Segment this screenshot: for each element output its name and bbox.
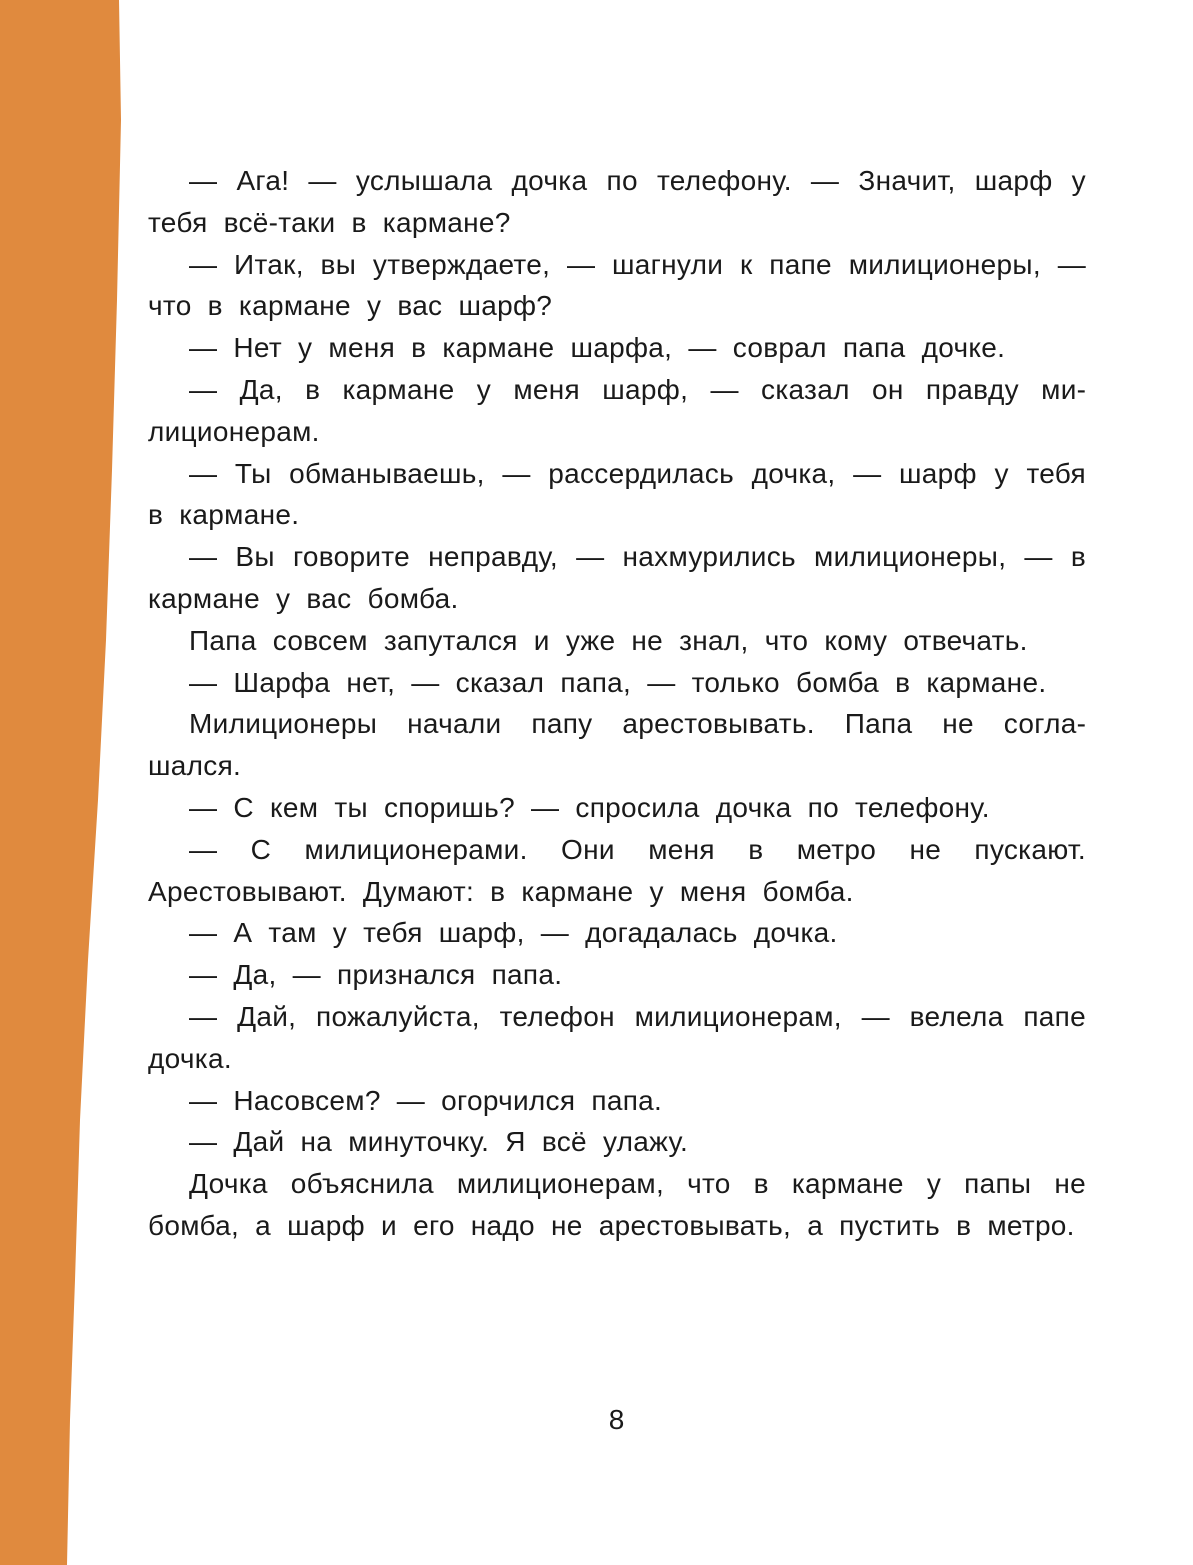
paragraph: — Дай, пожалуйста, телефон милиционерам, — велела папе дочка. [148, 1000, 1086, 1074]
paragraph: — Дай на минуточку. Я всё улажу. [189, 1126, 689, 1158]
paragraph: — Да, — признался папа. [189, 959, 563, 991]
page-number: 8 [608, 1404, 625, 1435]
paragraph: — С кем ты споришь? — спросила дочка по телефону. [189, 791, 990, 823]
paragraph: Папа совсем запутался и уже не знал, что кому отвечать. [189, 624, 1028, 656]
paragraph: Милиционеры начали папу арестовывать. Папа не соглашался. [148, 708, 1086, 782]
paragraph: — Вы говорите неправду, — нахмурились милиционеры, — в кармане у вас бомба. [148, 541, 1086, 614]
decorative-side-band [0, 0, 130, 1565]
paragraph: — Шарфа нет, — сказал папа, — только бомба в кармане. [189, 666, 1047, 698]
paragraph: — Насовсем? — огорчился папа. [189, 1084, 663, 1116]
paragraph: — Ага! — услышала дочка по телефону. — Значит, шарф у тебя всё-таки в кармане? [148, 165, 1086, 238]
story-text [148, 160, 1086, 1247]
side-band-shape [0, 0, 121, 1565]
paragraph: — Ты обманываешь, — рассердилась дочка, — шарф у тебя в кармане. [148, 457, 1086, 531]
paragraph: — Да, в кармане у меня шарф, — сказал он правду милиционерам. [148, 373, 1086, 447]
paragraph: — С милиционерами. Они меня в метро не пускают. Арестовывают. Думают: в кармане у меня бомба. [148, 833, 1086, 907]
paragraph: — Итак, вы утверждаете, — шагнули к папе милиционеры, — что в кармане у вас шарф? [148, 248, 1086, 322]
paragraph: — А там у тебя шарф, — догадалась дочка. [189, 917, 838, 949]
paragraph: — Нет у меня в кармане шарфа, — соврал папа дочке. [189, 332, 1006, 364]
paragraph: Дочка объяснила милиционерам, что в кармане у папы не бомба, а шарф и его надо не арестовывать, а пустить в метро. [148, 1168, 1086, 1241]
